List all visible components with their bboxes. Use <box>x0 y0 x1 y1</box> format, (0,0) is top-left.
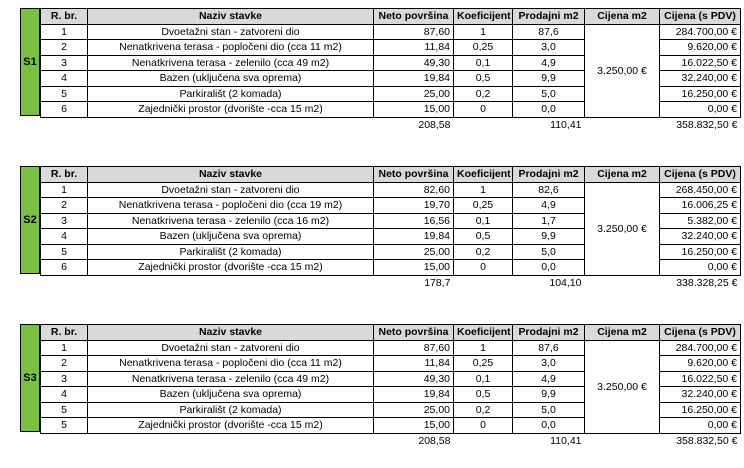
header-koef: Koeficijent <box>454 9 513 25</box>
cell-neto: 16,56 <box>374 213 454 229</box>
section-label: S1 <box>23 56 37 68</box>
header-prod: Prodajni m2 <box>513 9 585 25</box>
cell-koef: 0,2 <box>454 244 513 260</box>
cell-neto: 49,30 <box>374 55 454 71</box>
cell-rbr: 4 <box>41 71 88 87</box>
cell-cij: 32.240,00 € <box>660 387 741 403</box>
total-neto: 178,7 <box>424 277 451 289</box>
header-cijm2: Cijena m2 <box>585 167 660 183</box>
header-cijm2: Cijena m2 <box>585 325 660 341</box>
cell-neto: 15,00 <box>374 260 454 276</box>
cell-cijena-m2: 3.250,00 € <box>585 182 660 275</box>
total-neto: 208,58 <box>418 435 451 447</box>
header-cij: Cijena (s PDV) <box>660 9 741 25</box>
cell-rbr: 5 <box>41 418 88 434</box>
cell-rbr: 4 <box>41 229 88 245</box>
header-neto: Neto površina <box>374 9 454 25</box>
table-row <box>41 182 741 198</box>
cell-rbr: 1 <box>41 24 88 40</box>
cell-naziv: Bazen (uključena sva oprema) <box>88 71 374 87</box>
cell-prod: 5,0 <box>513 244 585 260</box>
cell-prod: 4,9 <box>513 198 585 214</box>
cell-rbr: 3 <box>41 213 88 229</box>
cell-neto: 11,84 <box>374 356 454 372</box>
price-table <box>40 324 741 449</box>
cell-naziv: Parkirališt (2 komada) <box>88 402 374 418</box>
header-naziv: Naziv stavke <box>88 167 374 183</box>
cell-naziv: Nenatkrivena terasa - popločeni dio (cca 11 m2) <box>88 356 374 372</box>
cell-rbr: 5 <box>41 244 88 260</box>
cell-prod: 9,9 <box>513 71 585 87</box>
total-cij: 358.832,50 € <box>676 119 738 131</box>
cell-naziv: Bazen (uključena sva oprema) <box>88 387 374 403</box>
cell-naziv: Zajednički prostor (dvorište -cca 15 m2) <box>88 418 374 434</box>
cell-cij: 16.006,25 € <box>660 198 741 214</box>
cell-rbr: 3 <box>41 55 88 71</box>
cell-prod: 1,7 <box>513 213 585 229</box>
cell-neto: 25,00 <box>374 402 454 418</box>
cell-koef: 0,1 <box>454 213 513 229</box>
cell-cij: 16.250,00 € <box>660 244 741 260</box>
cell-koef: 0 <box>454 102 513 118</box>
table-row <box>41 340 741 356</box>
total-prod: 104,10 <box>549 277 582 289</box>
cell-naziv: Nenatkrivena terasa - zelenilo (cca 16 m2) <box>88 213 374 229</box>
header-row <box>41 9 741 25</box>
header-cijm2: Cijena m2 <box>585 9 660 25</box>
price-table <box>40 8 741 133</box>
cell-neto: 25,00 <box>374 244 454 260</box>
cell-rbr: 6 <box>41 260 88 276</box>
cell-prod: 9,9 <box>513 387 585 403</box>
cell-cij: 16.022,50 € <box>660 371 741 387</box>
cell-koef: 0,25 <box>454 40 513 56</box>
cell-rbr: 2 <box>41 40 88 56</box>
cell-cij: 268.450,00 € <box>660 182 741 198</box>
cell-rbr: 4 <box>41 387 88 403</box>
section-label-bar <box>20 8 40 116</box>
cell-naziv: Dvoetažni stan - zatvoreni dio <box>88 24 374 40</box>
header-koef: Koeficijent <box>454 167 513 183</box>
cell-koef: 0 <box>454 260 513 276</box>
cell-cij: 0,00 € <box>660 418 741 434</box>
cell-cij: 0,00 € <box>660 260 741 276</box>
cell-neto: 87,60 <box>374 340 454 356</box>
cell-neto: 19,84 <box>374 229 454 245</box>
cell-cij: 9.620,00 € <box>660 40 741 56</box>
cell-koef: 1 <box>454 182 513 198</box>
cell-koef: 0,5 <box>454 387 513 403</box>
cell-koef: 0,2 <box>454 86 513 102</box>
cell-prod: 4,9 <box>513 55 585 71</box>
header-naziv: Naziv stavke <box>88 9 374 25</box>
cell-cij: 16.250,00 € <box>660 86 741 102</box>
cell-neto: 49,30 <box>374 371 454 387</box>
cell-naziv: Nenatkrivena terasa - zelenilo (cca 49 m2) <box>88 371 374 387</box>
header-rbr: R. br. <box>41 325 88 341</box>
total-prod: 110,41 <box>550 435 582 447</box>
header-prod: Prodajni m2 <box>513 167 585 183</box>
cell-cij: 16.250,00 € <box>660 402 741 418</box>
cell-prod: 87,6 <box>513 340 585 356</box>
cell-koef: 0,1 <box>454 371 513 387</box>
cell-naziv: Zajednički prostor (dvorište -cca 15 m2) <box>88 260 374 276</box>
section-label-bar <box>20 166 40 274</box>
totals-row <box>41 275 741 291</box>
cell-prod: 4,9 <box>513 371 585 387</box>
totals-row <box>41 433 741 449</box>
table-row <box>41 24 741 40</box>
cell-naziv: Nenatkrivena terasa - popločeni dio (cca 11 m2) <box>88 40 374 56</box>
cell-neto: 19,84 <box>374 387 454 403</box>
cell-cij: 284.700,00 € <box>660 340 741 356</box>
section-label-bar <box>20 324 40 432</box>
cell-cij: 0,00 € <box>660 102 741 118</box>
cell-naziv: Parkirališt (2 komada) <box>88 86 374 102</box>
total-cij: 338.328,25 € <box>676 277 738 289</box>
cell-koef: 1 <box>454 24 513 40</box>
header-rbr: R. br. <box>41 9 88 25</box>
cell-rbr: 5 <box>41 402 88 418</box>
section-label: S3 <box>23 372 37 384</box>
section-label: S2 <box>23 214 37 226</box>
header-cij: Cijena (s PDV) <box>660 167 741 183</box>
cell-cijena-m2: 3.250,00 € <box>585 340 660 433</box>
cell-neto: 82,60 <box>374 182 454 198</box>
header-neto: Neto površina <box>374 325 454 341</box>
cell-cij: 5.382,00 € <box>660 213 741 229</box>
cell-prod: 3,0 <box>513 356 585 372</box>
cell-cij: 16.022,50 € <box>660 55 741 71</box>
cell-cij: 284.700,00 € <box>660 24 741 40</box>
header-koef: Koeficijent <box>454 325 513 341</box>
cell-neto: 19,84 <box>374 71 454 87</box>
cell-prod: 5,0 <box>513 402 585 418</box>
cell-naziv: Dvoetažni stan - zatvoreni dio <box>88 340 374 356</box>
cell-prod: 3,0 <box>513 40 585 56</box>
cell-cij: 9.620,00 € <box>660 356 741 372</box>
cell-prod: 87,6 <box>513 24 585 40</box>
cell-rbr: 2 <box>41 198 88 214</box>
cell-naziv: Nenatkrivena terasa - popločeni dio (cca 19 m2) <box>88 198 374 214</box>
totals-row <box>41 117 741 133</box>
header-prod: Prodajni m2 <box>513 325 585 341</box>
cell-prod: 0,0 <box>513 260 585 276</box>
cell-koef: 0,25 <box>454 356 513 372</box>
cell-neto: 15,00 <box>374 418 454 434</box>
cell-koef: 1 <box>454 340 513 356</box>
cell-rbr: 1 <box>41 340 88 356</box>
cell-koef: 0 <box>454 418 513 434</box>
cell-koef: 0,5 <box>454 71 513 87</box>
header-cij: Cijena (s PDV) <box>660 325 741 341</box>
cell-cij: 32.240,00 € <box>660 229 741 245</box>
total-neto: 208,58 <box>418 119 451 131</box>
cell-naziv: Dvoetažni stan - zatvoreni dio <box>88 182 374 198</box>
cell-cij: 32.240,00 € <box>660 71 741 87</box>
header-naziv: Naziv stavke <box>88 325 374 341</box>
header-neto: Neto površina <box>374 167 454 183</box>
cell-rbr: 5 <box>41 86 88 102</box>
cell-koef: 0,2 <box>454 402 513 418</box>
header-row <box>41 167 741 183</box>
cell-prod: 9,9 <box>513 229 585 245</box>
cell-rbr: 6 <box>41 102 88 118</box>
cell-neto: 25,00 <box>374 86 454 102</box>
cell-prod: 0,0 <box>513 418 585 434</box>
cell-naziv: Zajednički prostor (dvorište -cca 15 m2) <box>88 102 374 118</box>
cell-naziv: Bazen (uključena sva oprema) <box>88 229 374 245</box>
cell-neto: 11,84 <box>374 40 454 56</box>
header-row <box>41 325 741 341</box>
cell-koef: 0,5 <box>454 229 513 245</box>
cell-rbr: 1 <box>41 182 88 198</box>
cell-naziv: Nenatkrivena terasa - zelenilo (cca 49 m2) <box>88 55 374 71</box>
total-prod: 110,41 <box>550 119 582 131</box>
cell-cijena-m2: 3.250,00 € <box>585 24 660 117</box>
cell-koef: 0,25 <box>454 198 513 214</box>
header-rbr: R. br. <box>41 167 88 183</box>
cell-prod: 5,0 <box>513 86 585 102</box>
total-cij: 358.832,50 € <box>676 435 738 447</box>
cell-naziv: Parkirališt (2 komada) <box>88 244 374 260</box>
cell-prod: 0,0 <box>513 102 585 118</box>
cell-koef: 0,1 <box>454 55 513 71</box>
cell-rbr: 3 <box>41 371 88 387</box>
price-table <box>40 166 741 291</box>
cell-rbr: 2 <box>41 356 88 372</box>
cell-neto: 87,60 <box>374 24 454 40</box>
cell-neto: 19,70 <box>374 198 454 214</box>
cell-prod: 82,6 <box>513 182 585 198</box>
cell-neto: 15,00 <box>374 102 454 118</box>
